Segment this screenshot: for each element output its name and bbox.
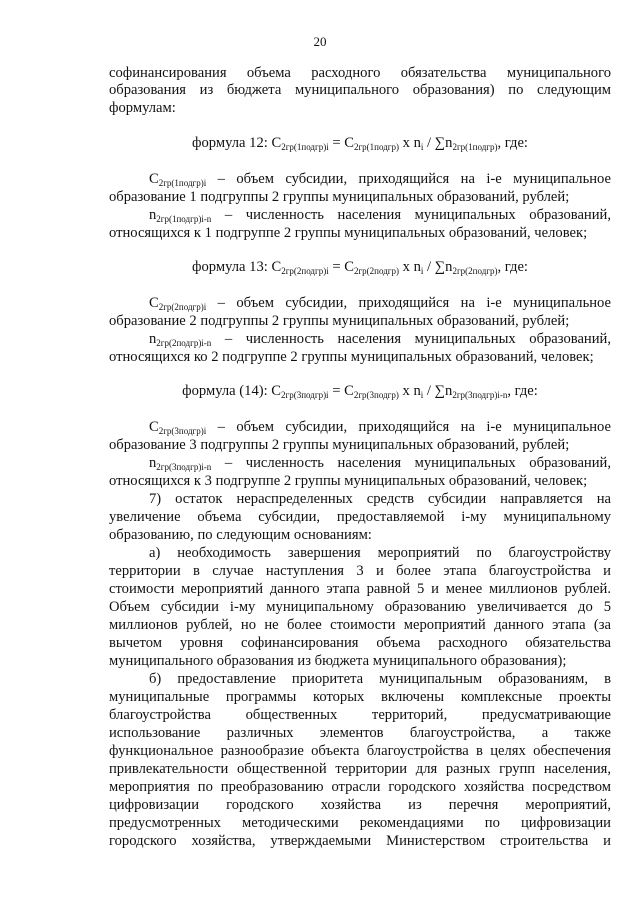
text-line: образование 1 подгруппы 2 группы муниципальных образований, рублей; (109, 189, 570, 205)
text-line: $n_{2гр(2подгр)i-n}$ – численность населения муниципальных образований, (149, 331, 611, 348)
text-line: $C_{2гр(3подгр)i}$ – объем субсидии, приходящийся на i-е муниципальное (149, 419, 611, 436)
page-number: 20 (313, 34, 327, 49)
text-line: софинансирования объема расходного обязательства муниципального (109, 65, 611, 81)
text-line: мероприятия по преобразованию отрасли городского хозяйства посредством (109, 779, 611, 795)
text-line: муниципального образования из бюджета муниципального образования); (109, 653, 567, 669)
text-line: 7) остаток нераспределенных средств субсидии направляется на (149, 491, 611, 507)
text-line: $n_{2гр(3подгр)i-n}$ – численность населения муниципальных образований, (149, 455, 611, 472)
text-line: функциональное разнообразие объекта благоустройства в целях обеспечения (109, 743, 611, 759)
text-line: благоустройства общественных территорий, предусматривающие (109, 707, 611, 723)
text-line: привлекательности общественной территории для разных групп населения, (109, 761, 611, 777)
text-line: $C_{2гр(2подгр)i}$ – объем субсидии, приходящийся на i-е муниципальное (149, 295, 611, 312)
text-line: цифровизации городского хозяйства из перечня мероприятий, (109, 797, 611, 813)
text-line: использование различных элементов благоустройства, а также (109, 725, 611, 741)
text-line: городского хозяйства, утверждаемыми Министерством строительства и (109, 833, 611, 849)
text-line: б) предоставление приоритета муниципальным образованиям, в (149, 671, 611, 687)
text-line: формулам: (109, 100, 176, 116)
text-line: предусмотренных методическими рекомендациями по цифровизации (109, 815, 611, 831)
text-line: вычетом уровня софинансирования объема расходного обязательства (109, 635, 611, 651)
formula-line: формула (14): $C_{2гр(3подгр)i} = C_{2гр(3подгр)}$ x $n_i / \sum n_{2гр(3подгр)i-n}$, где: (182, 383, 538, 400)
text-line: образование 2 подгруппы 2 группы муниципальных образований, рублей; (109, 313, 570, 329)
text-line: $n_{2гр(1подгр)i-n}$ – численность населения муниципальных образований, (149, 207, 611, 224)
text-line: стоимости мероприятий данного этапа равной 5 и менее миллионов рублей. (109, 581, 611, 597)
text-line: образования из бюджета муниципального образования) по следующим (109, 82, 611, 98)
text-line: а) необходимость завершения мероприятий по благоустройству (149, 545, 611, 561)
text-line: увеличение объема субсидии, предоставляемой i-му муниципальному (109, 509, 611, 525)
text-line: относящихся ко 2 подгруппе 2 группы муниципальных образований, человек; (109, 349, 594, 365)
text-line: муниципальные программы которых включены комплексные проекты (109, 689, 611, 705)
formula-line: формула 13: $C_{2гр(2подгр)i} = C_{2гр(2подгр)}$ x $n_i / \sum n_{2гр(2подгр)}$, где: (192, 259, 528, 276)
formula-line: формула 12: $C_{2гр(1подгр)i} = C_{2гр(1подгр)}$ x $n_i / \sum n_{2гр(1подгр)}$, где: (192, 135, 528, 152)
text-line: образованию, по следующим основаниям: (109, 527, 372, 543)
text-line: образование 3 подгруппы 2 группы муниципальных образований, рублей; (109, 437, 570, 453)
text-line: территории в случае наступления 3 и более этапа благоустройства и (109, 563, 611, 579)
text-line: Объем субсидии i-му муниципальному образованию увеличивается до 5 (109, 599, 611, 615)
text-line: относящихся к 1 подгруппе 2 группы муниципальных образований, человек; (109, 225, 588, 241)
text-line: миллионов рублей, но не более стоимости мероприятий данного этапа (за (109, 617, 611, 633)
text-line: относящихся к 3 подгруппе 2 группы муниципальных образований, человек; (109, 473, 588, 489)
text-line: $C_{2гр(1подгр)i}$ – объем субсидии, приходящийся на i-е муниципальное (149, 171, 611, 188)
